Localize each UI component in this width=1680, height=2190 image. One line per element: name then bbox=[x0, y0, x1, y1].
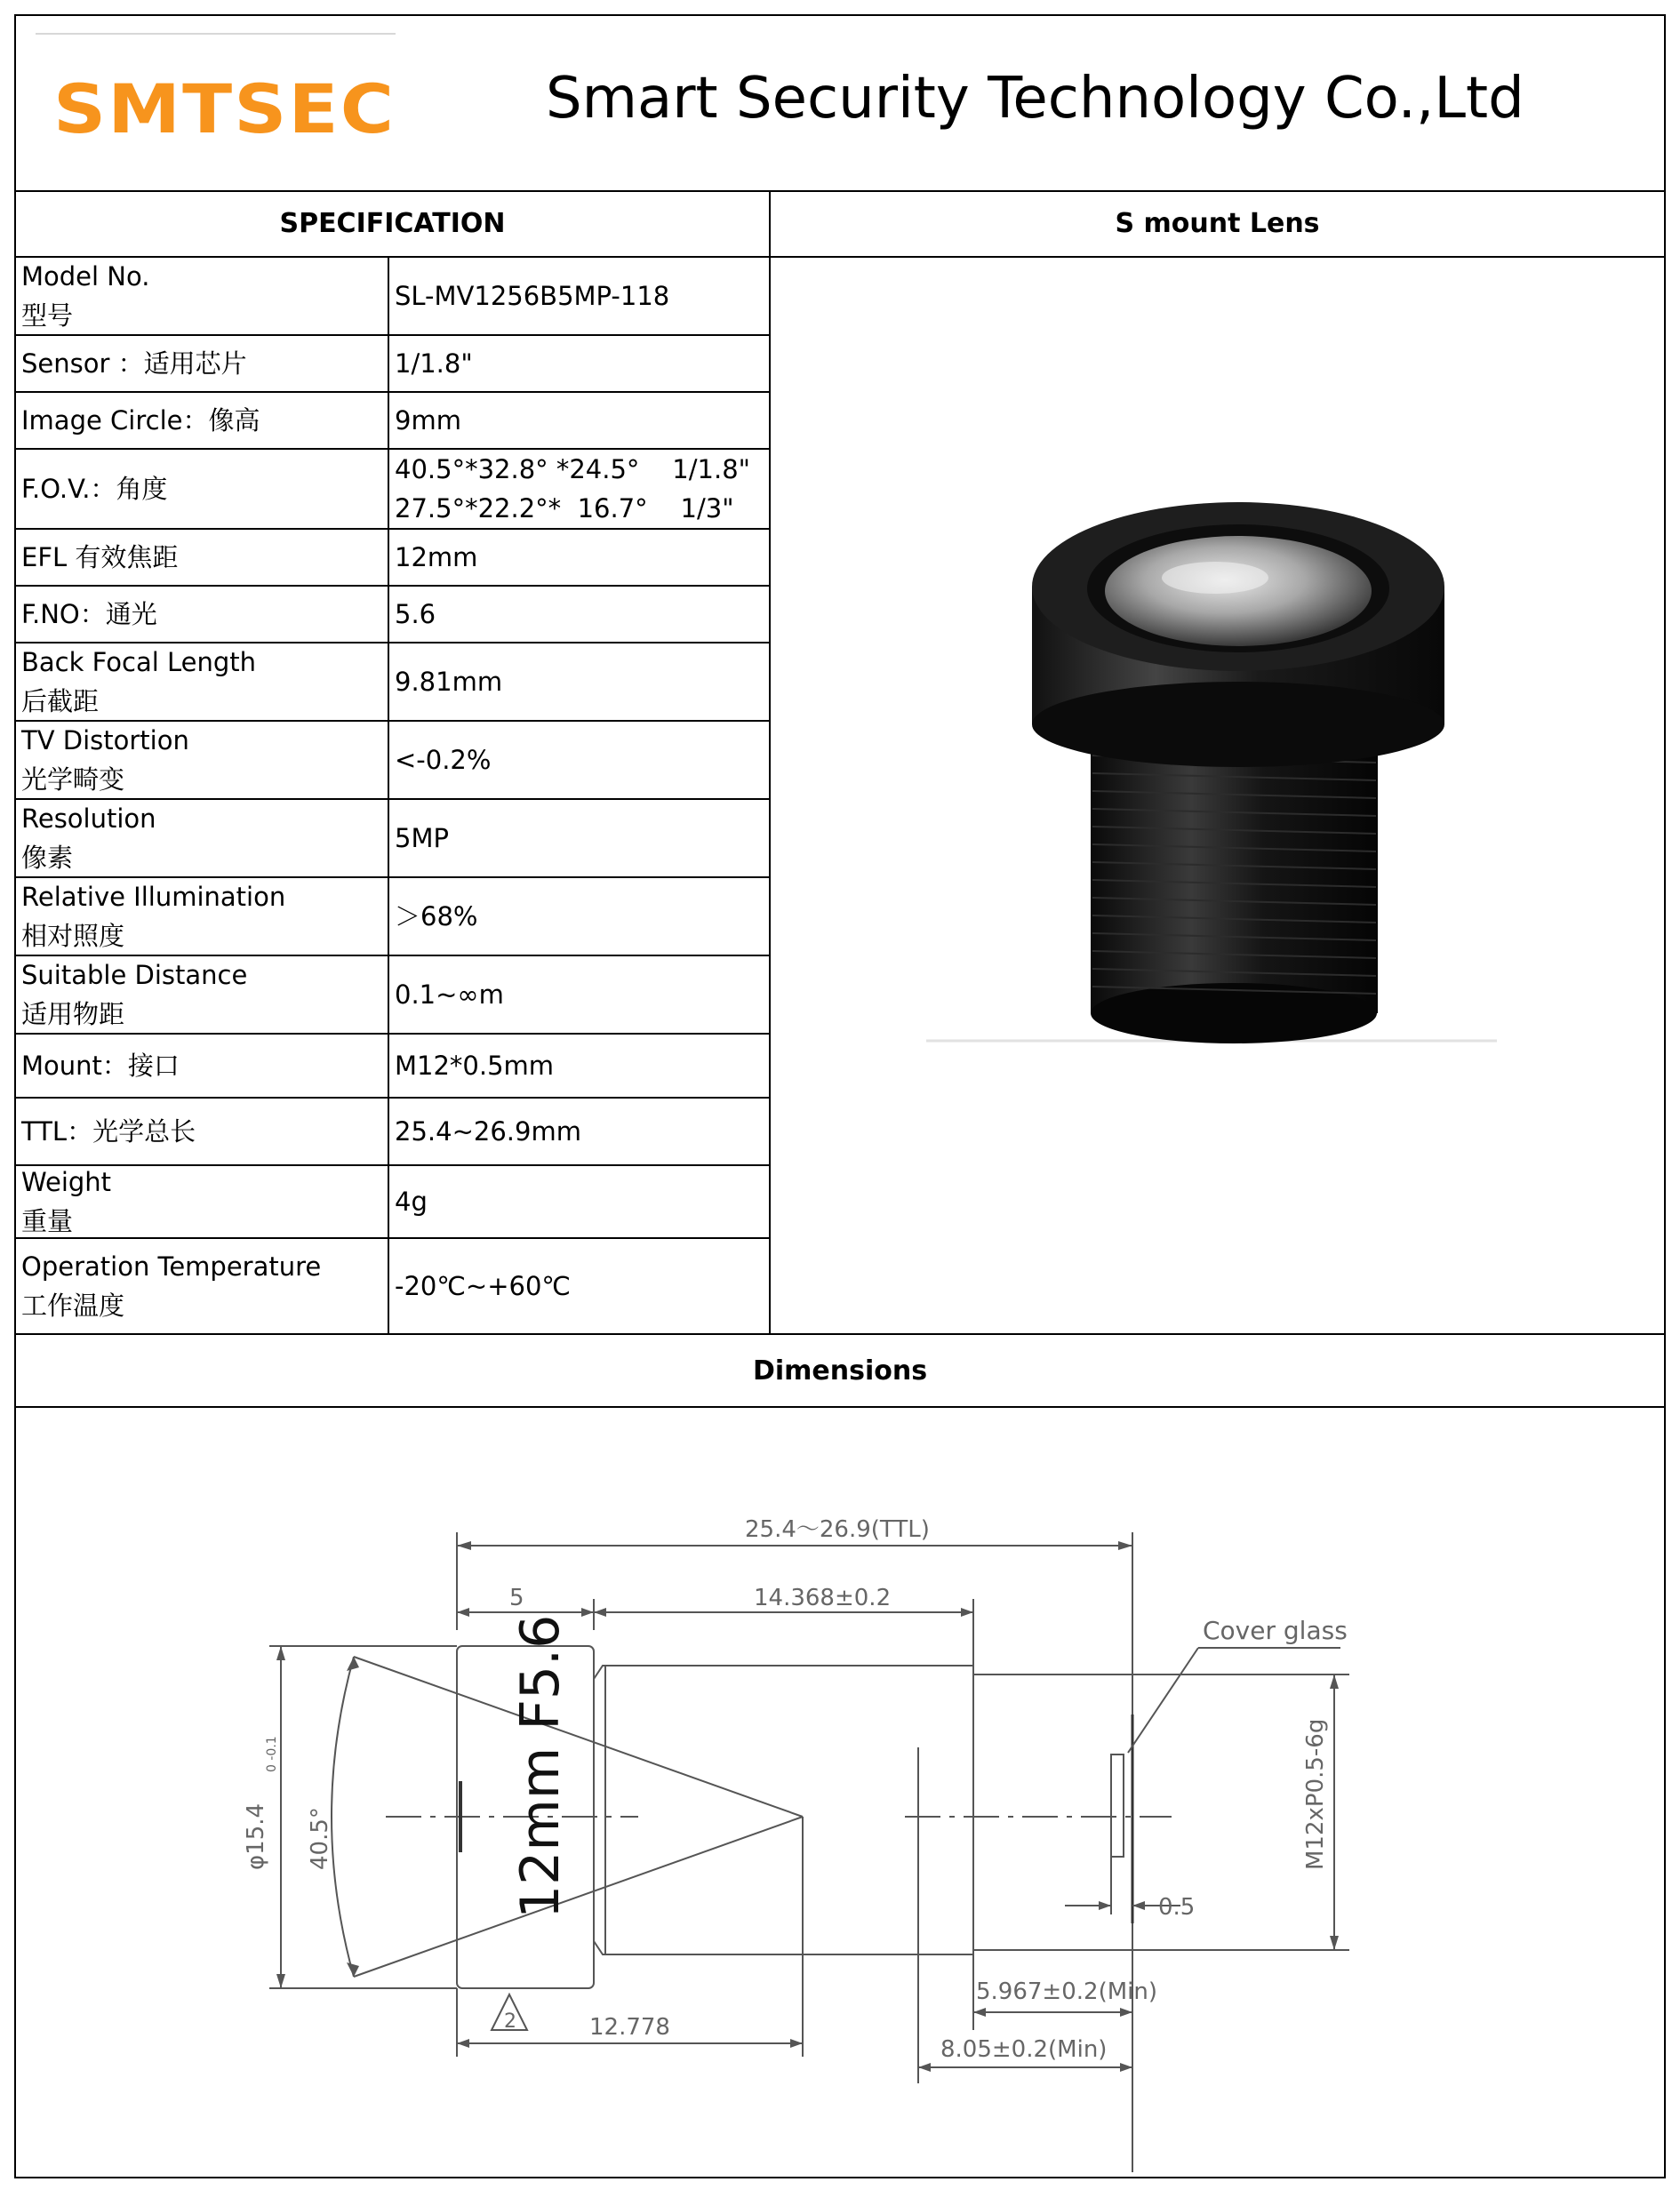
row-value bbox=[389, 956, 769, 1033]
row-label bbox=[16, 1166, 389, 1237]
label-en: Back Focal Length bbox=[21, 647, 257, 677]
value-text: 25.4~26.9mm bbox=[395, 1116, 581, 1147]
angle-label: 40.5° bbox=[307, 1807, 333, 1870]
label-cn: 光学畸变 bbox=[21, 764, 125, 795]
row-value bbox=[389, 1166, 769, 1237]
table-row bbox=[16, 1239, 769, 1333]
row-label bbox=[16, 530, 389, 585]
label-en: Weight bbox=[21, 1167, 112, 1197]
thread-label: M12xP0.5-6g bbox=[1302, 1718, 1329, 1870]
dimensions-heading: Dimensions bbox=[16, 1333, 1664, 1408]
row-label bbox=[16, 1035, 389, 1097]
row-label bbox=[16, 1239, 389, 1333]
company-logo: SMTSEC bbox=[53, 69, 396, 148]
body-length-label: 12.778 bbox=[589, 2014, 670, 2041]
value-text: 12mm bbox=[395, 542, 478, 572]
lens-image bbox=[771, 258, 1664, 1333]
label-cn: 重量 bbox=[21, 1206, 74, 1236]
label-en: Image Circle：像高 bbox=[21, 405, 260, 436]
ttl-dim-label: 25.4～26.9(TTL) bbox=[745, 1516, 930, 1543]
diameter-tolerance-label: 0 -0.1 bbox=[265, 1736, 279, 1772]
label-en: Model No. bbox=[21, 261, 150, 292]
row-value bbox=[389, 1239, 769, 1333]
value-text: -20℃~+60℃ bbox=[395, 1271, 572, 1301]
ring-bottom bbox=[1032, 682, 1444, 767]
table-row bbox=[16, 393, 769, 450]
row-label bbox=[16, 956, 389, 1033]
row-value bbox=[389, 1035, 769, 1097]
label-cn: 型号 bbox=[21, 300, 74, 331]
dimension-labels bbox=[243, 1516, 1348, 2063]
label-cn: 工作温度 bbox=[21, 1291, 125, 1321]
arrow-heads bbox=[276, 1541, 1339, 2072]
table-row bbox=[16, 800, 769, 878]
glass-highlight bbox=[1162, 562, 1268, 594]
spec-sheet bbox=[14, 14, 1666, 2178]
label-en: Mount：接口 bbox=[21, 1051, 180, 1081]
value-text: 5.6 bbox=[395, 599, 436, 629]
row-label bbox=[16, 393, 389, 448]
value-text: ＞68% bbox=[395, 901, 478, 931]
row-label bbox=[16, 336, 389, 391]
label-en: Operation Temperature bbox=[21, 1251, 322, 1282]
row-label bbox=[16, 587, 389, 642]
label-cn: 相对照度 bbox=[21, 921, 125, 951]
table-row bbox=[16, 1099, 769, 1166]
value-text: 0.1~∞m bbox=[395, 979, 504, 1010]
front-dim-label: 5 bbox=[509, 1585, 524, 1611]
label-en: Relative Illumination bbox=[21, 882, 286, 912]
value-text: 1/1.8" bbox=[395, 348, 473, 379]
label-en: Resolution bbox=[21, 803, 156, 834]
table-row bbox=[16, 643, 769, 722]
row-value bbox=[389, 587, 769, 642]
label-cn: 像素 bbox=[21, 843, 74, 873]
row-value bbox=[389, 722, 769, 798]
table-row bbox=[16, 956, 769, 1035]
label-en: F.NO：通光 bbox=[21, 599, 157, 629]
row-value bbox=[389, 450, 769, 528]
glass-thickness-label: 0.5 bbox=[1158, 1894, 1196, 1921]
row-value bbox=[389, 643, 769, 720]
table-row bbox=[16, 336, 769, 393]
table-row bbox=[16, 722, 769, 800]
header bbox=[16, 16, 1664, 192]
value-text: 9.81mm bbox=[395, 667, 503, 697]
company-name: Smart Security Technology Co.,Ltd bbox=[546, 66, 1524, 132]
value-text: M12*0.5mm bbox=[395, 1051, 555, 1081]
drawing-lines bbox=[269, 1532, 1349, 2172]
label-en: EFL 有效焦距 bbox=[21, 542, 179, 572]
bfl-min-label: 5.967±0.2(Min) bbox=[976, 1978, 1157, 2005]
table-row bbox=[16, 587, 769, 643]
table-row bbox=[16, 878, 769, 956]
table-row bbox=[16, 450, 769, 530]
row-value bbox=[389, 878, 769, 955]
dimension-drawing bbox=[16, 1408, 1664, 2172]
row-value bbox=[389, 258, 769, 334]
spec-table bbox=[16, 258, 771, 1333]
lens-photo bbox=[771, 258, 1664, 1333]
value-text: 5MP bbox=[395, 823, 449, 853]
table-row bbox=[16, 1166, 769, 1239]
barrel-dim-label: 14.368±0.2 bbox=[754, 1585, 892, 1611]
label-en: TV Distortion bbox=[21, 725, 189, 755]
row-value bbox=[389, 530, 769, 585]
label-en: TTL：光学总长 bbox=[21, 1116, 196, 1147]
row-value bbox=[389, 393, 769, 448]
value-text: SL-MV1256B5MP-118 bbox=[395, 281, 670, 311]
triangle-mark-label: 2 bbox=[504, 2010, 516, 2033]
value-text: 9mm bbox=[395, 405, 461, 436]
value-text: 40.5°*32.8° *24.5° 1/1.8" bbox=[395, 454, 750, 484]
row-label bbox=[16, 1099, 389, 1164]
label-en: Sensor ：适用芯片 bbox=[21, 348, 247, 379]
logo-rule bbox=[36, 33, 396, 35]
label-en: Suitable Distance bbox=[21, 960, 248, 990]
value-text-2: 27.5°*22.2°* 16.7° 1/3" bbox=[395, 493, 734, 524]
row-value bbox=[389, 800, 769, 876]
lens-heading: S mount Lens bbox=[771, 190, 1664, 258]
table-row bbox=[16, 530, 769, 587]
row-value bbox=[389, 336, 769, 391]
lens-marking-label: 12mm F5.6 bbox=[509, 1614, 572, 1919]
bfl2-label: 8.05±0.2(Min) bbox=[940, 2036, 1108, 2063]
value-text: 4g bbox=[395, 1187, 428, 1217]
row-value bbox=[389, 1099, 769, 1164]
diameter-label: φ15.4 bbox=[243, 1802, 269, 1870]
label-cn: 后截距 bbox=[21, 686, 100, 716]
label-cn: 适用物距 bbox=[21, 999, 125, 1029]
technical-drawing bbox=[16, 1408, 1664, 2172]
table-row bbox=[16, 1035, 769, 1099]
row-label bbox=[16, 878, 389, 955]
row-label bbox=[16, 450, 389, 528]
table-row bbox=[16, 258, 769, 336]
row-label bbox=[16, 800, 389, 876]
row-label bbox=[16, 643, 389, 720]
row-label bbox=[16, 258, 389, 334]
cover-glass-label: Cover glass bbox=[1203, 1616, 1348, 1645]
specification-heading: SPECIFICATION bbox=[16, 190, 771, 258]
label-en: F.O.V.：角度 bbox=[21, 474, 168, 504]
row-label bbox=[16, 722, 389, 798]
value-text: <-0.2% bbox=[395, 745, 492, 775]
